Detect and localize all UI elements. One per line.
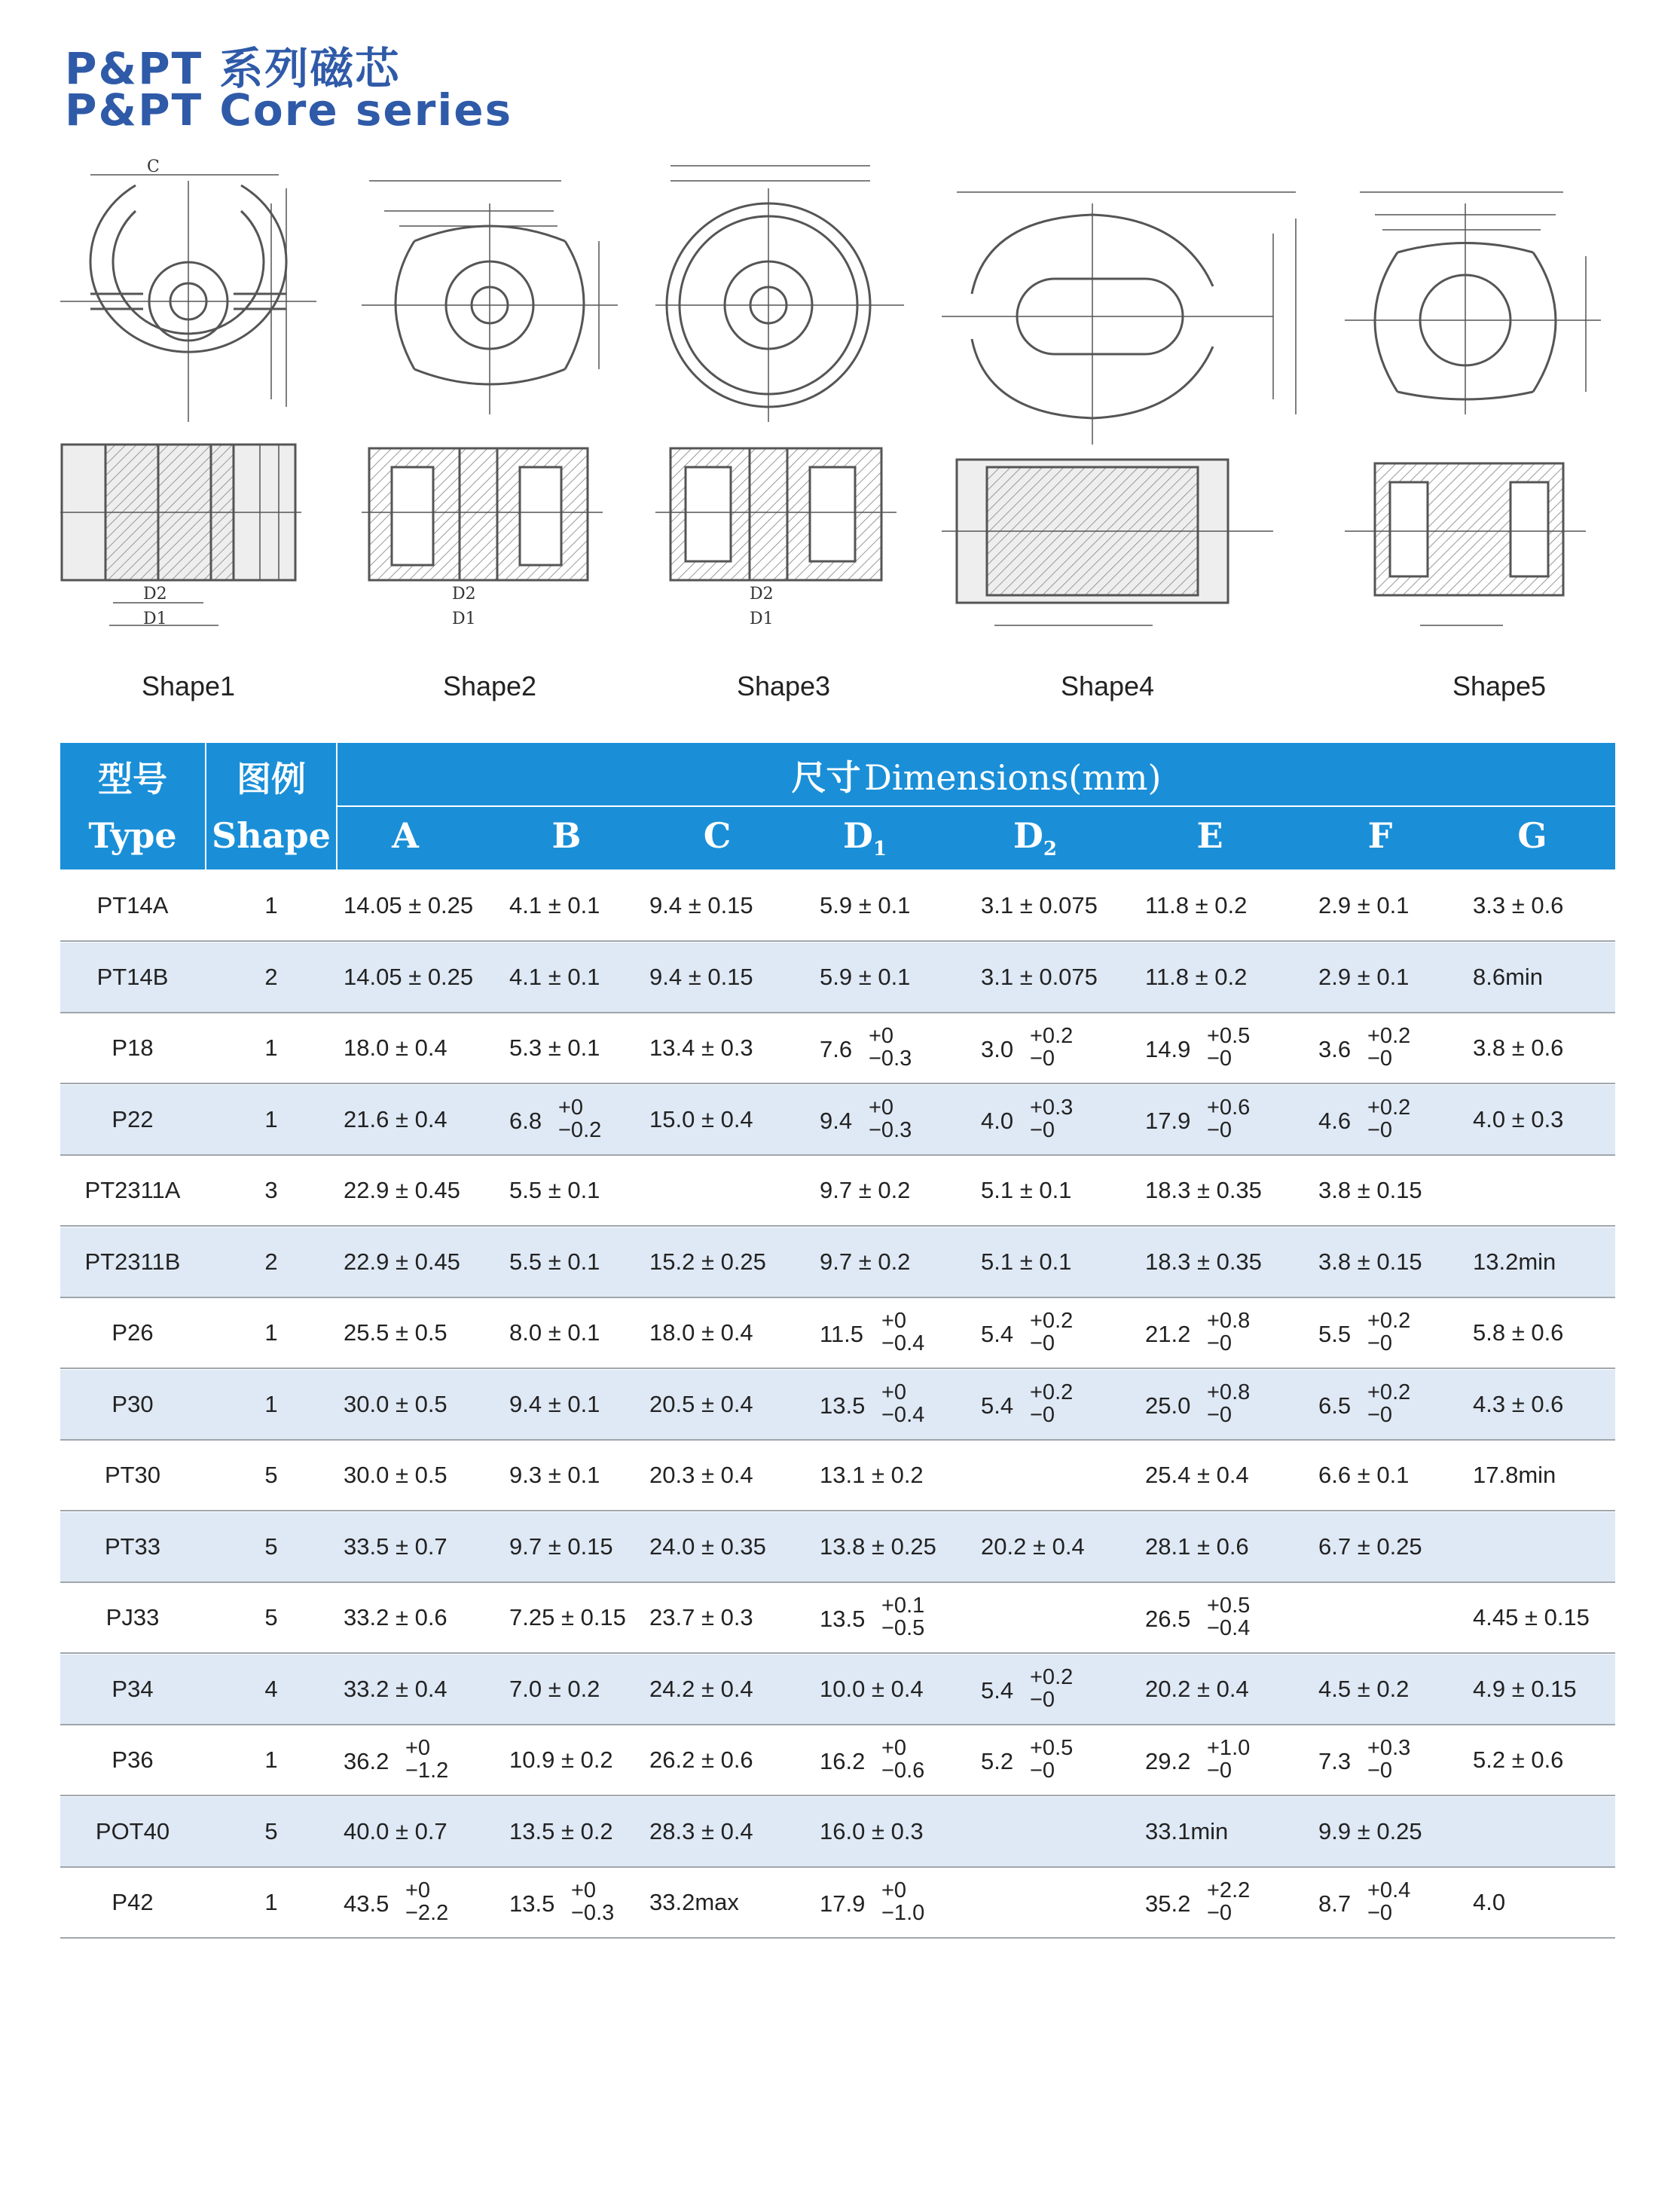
cell-type: P26 (111, 1319, 154, 1346)
cell-a: 40.0 ± 0.7 (344, 1817, 447, 1844)
cell-b: 13.5 +0 −0.3 (509, 1878, 615, 1925)
cell-d2: 20.2 ± 0.4 (981, 1533, 1085, 1560)
cell-c: 33.2max (649, 1889, 739, 1915)
cell-a: 22.9 ± 0.45 (344, 1177, 460, 1203)
cell-a: 33.5 ± 0.7 (344, 1533, 447, 1560)
cell-b: 4.1 ± 0.1 (509, 892, 600, 918)
cell-shape: 1 (264, 1034, 278, 1061)
cell-type: P18 (111, 1034, 154, 1061)
shape-label-1: Shape1 (141, 671, 236, 701)
header-col-a: A (392, 815, 419, 856)
cell-b: 6.8 +0 −0.2 (509, 1095, 602, 1142)
cell-c: 20.3 ± 0.4 (649, 1462, 753, 1488)
cell-g: 4.9 ± 0.15 (1473, 1675, 1577, 1702)
cell-b: 7.0 ± 0.2 (509, 1675, 600, 1702)
cell-f: 3.8 ± 0.15 (1318, 1177, 1422, 1203)
cell-d1: 7.6 +0 −0.3 (820, 1024, 912, 1071)
cell-c: 9.4 ± 0.15 (649, 892, 753, 918)
header-col-b: B (551, 815, 582, 856)
table-row (60, 871, 1615, 942)
cell-f: 6.7 ± 0.25 (1318, 1533, 1422, 1560)
cell-g: 4.3 ± 0.6 (1473, 1390, 1564, 1417)
cell-b: 7.25 ± 0.15 (509, 1604, 626, 1630)
dim-label: D1 (452, 610, 476, 628)
header-col-c: C (703, 815, 732, 856)
cell-a: 36.2 +0 −1.2 (344, 1736, 449, 1783)
header-dims-cn: 尺寸 (791, 757, 861, 798)
cell-f: 5.5 +0.2 −0 (1318, 1309, 1411, 1355)
cell-e: 25.4 ± 0.4 (1145, 1462, 1249, 1488)
cell-d2: 5.4 +0.2 −0 (981, 1664, 1074, 1712)
dim-label: D2 (750, 585, 774, 604)
cell-c: 15.0 ± 0.4 (649, 1105, 753, 1132)
cell-a: 25.5 ± 0.5 (344, 1319, 447, 1346)
shape-label-4: Shape4 (1060, 671, 1155, 701)
cell-e: 29.2 +1.0 −0 (1145, 1736, 1251, 1783)
table-row (60, 1085, 1615, 1156)
table-row (60, 1370, 1615, 1441)
cell-c: 18.0 ± 0.4 (649, 1319, 753, 1346)
table-row (60, 1655, 1615, 1725)
header-col-e: E (1196, 815, 1223, 856)
cell-d2: 5.2 +0.5 −0 (981, 1736, 1074, 1783)
shape2-drawing (362, 158, 618, 640)
cell-e: 25.0 +0.8 −0 (1145, 1380, 1251, 1427)
cell-shape: 4 (264, 1675, 278, 1702)
cell-g: 17.8min (1473, 1462, 1556, 1488)
cell-b: 8.0 ± 0.1 (509, 1319, 600, 1346)
cell-d2: 5.1 ± 0.1 (981, 1248, 1072, 1275)
table-row (60, 1512, 1615, 1583)
table-row (60, 943, 1615, 1013)
dim-label: D1 (143, 610, 167, 628)
cell-d1: 17.9 +0 −1.0 (820, 1878, 925, 1925)
cell-shape: 1 (264, 1889, 278, 1915)
cell-c: 26.2 ± 0.6 (649, 1746, 753, 1773)
cell-e: 18.3 ± 0.35 (1145, 1177, 1262, 1203)
cell-d1: 5.9 ± 0.1 (820, 963, 911, 990)
shape1-drawing (60, 158, 316, 640)
cell-f: 6.6 ± 0.1 (1318, 1462, 1410, 1488)
table-row (60, 1298, 1615, 1369)
cell-a: 30.0 ± 0.5 (344, 1462, 447, 1488)
cell-a: 14.05 ± 0.25 (344, 892, 474, 918)
page-title-en: P&PT Core series (65, 84, 513, 136)
cell-e: 21.2 +0.8 −0 (1145, 1309, 1251, 1355)
cell-shape: 1 (264, 1319, 278, 1346)
header-type-en: Type (88, 815, 177, 856)
cell-e: 26.5 +0.5 −0.4 (1145, 1594, 1251, 1640)
cell-shape: 2 (264, 1248, 278, 1275)
cell-type: P22 (111, 1105, 154, 1132)
cell-type: PT33 (104, 1533, 161, 1560)
cell-shape: 1 (264, 1390, 278, 1417)
cell-type: P34 (111, 1675, 154, 1702)
cell-c: 23.7 ± 0.3 (649, 1604, 753, 1630)
dim-label: C (147, 158, 160, 176)
cell-d1: 11.5 +0 −0.4 (820, 1309, 925, 1355)
cell-b: 13.5 ± 0.2 (509, 1817, 613, 1844)
dim-label: D2 (452, 585, 476, 604)
header-shape-cn: 图例 (237, 759, 306, 799)
cell-g: 4.45 ± 0.15 (1473, 1604, 1590, 1630)
cell-e: 33.1min (1145, 1817, 1229, 1844)
cell-g: 13.2min (1473, 1248, 1556, 1275)
shape-label-5: Shape5 (1452, 671, 1547, 701)
cell-b: 9.7 ± 0.15 (509, 1533, 613, 1560)
cell-e: 11.8 ± 0.2 (1145, 892, 1248, 918)
cell-shape: 1 (264, 1105, 278, 1132)
cell-b: 5.5 ± 0.1 (509, 1177, 600, 1203)
cell-d1: 13.5 +0.1 −0.5 (820, 1594, 925, 1640)
cell-type: PT2311A (84, 1177, 181, 1203)
cell-d2: 5.4 +0.2 −0 (981, 1309, 1074, 1355)
shape-label-3: Shape3 (736, 671, 831, 701)
cell-g: 4.0 (1473, 1889, 1506, 1915)
cell-d1: 5.9 ± 0.1 (820, 892, 911, 918)
cell-g: 3.8 ± 0.6 (1473, 1034, 1564, 1061)
cell-f: 2.9 ± 0.1 (1318, 892, 1410, 918)
cell-f: 7.3 +0.3 −0 (1318, 1736, 1411, 1783)
cell-shape: 5 (264, 1533, 278, 1560)
cell-d2: 5.4 +0.2 −0 (981, 1380, 1074, 1427)
cell-shape: 2 (264, 963, 278, 990)
page-title-cn: P&PT 系列磁芯 (65, 43, 401, 94)
header-dims-en: Dimensions(mm) (864, 757, 1162, 798)
cell-a: 30.0 ± 0.5 (344, 1390, 447, 1417)
table-row (60, 1797, 1615, 1868)
cell-a: 18.0 ± 0.4 (344, 1034, 447, 1061)
cell-d2: 5.1 ± 0.1 (981, 1177, 1072, 1203)
cell-b: 10.9 ± 0.2 (509, 1746, 613, 1773)
table-row (60, 1868, 1615, 1939)
cell-b: 5.3 ± 0.1 (509, 1034, 600, 1061)
cell-a: 22.9 ± 0.45 (344, 1248, 460, 1275)
table-row (60, 1725, 1615, 1796)
dim-label: D2 (143, 585, 167, 604)
cell-g: 5.2 ± 0.6 (1473, 1746, 1564, 1773)
dim-label: D1 (750, 610, 774, 628)
header-shape-en: Shape (212, 815, 331, 856)
table-row (60, 1013, 1615, 1084)
cell-d1: 16.0 ± 0.3 (820, 1817, 924, 1844)
cell-shape: 1 (264, 892, 278, 918)
cell-shape: 3 (264, 1177, 278, 1203)
cell-f: 6.5 +0.2 −0 (1318, 1380, 1411, 1427)
cell-f: 2.9 ± 0.1 (1318, 963, 1410, 990)
cell-shape: 5 (264, 1604, 278, 1630)
cell-g: 8.6min (1473, 963, 1544, 990)
cell-type: PT14B (96, 963, 169, 990)
cell-b: 9.3 ± 0.1 (509, 1462, 600, 1488)
cell-shape: 5 (264, 1462, 278, 1488)
cell-d1: 13.1 ± 0.2 (820, 1462, 924, 1488)
cell-c: 24.2 ± 0.4 (649, 1675, 753, 1702)
cell-a: 14.05 ± 0.25 (344, 963, 474, 990)
cell-g: 4.0 ± 0.3 (1473, 1105, 1564, 1132)
cell-d2: 4.0 +0.3 −0 (981, 1095, 1074, 1142)
cell-f: 3.6 +0.2 −0 (1318, 1024, 1411, 1071)
cell-c: 24.0 ± 0.35 (649, 1533, 766, 1560)
table-row (60, 1156, 1615, 1227)
cell-d2: 3.1 ± 0.075 (981, 892, 1098, 918)
cell-f: 3.8 ± 0.15 (1318, 1248, 1422, 1275)
cell-type: PT2311B (84, 1248, 181, 1275)
table-row (60, 1441, 1615, 1511)
cell-d1: 9.7 ± 0.2 (820, 1248, 911, 1275)
cell-c: 20.5 ± 0.4 (649, 1390, 753, 1417)
cell-d2: 3.0 +0.2 −0 (981, 1024, 1074, 1071)
cell-g: 5.8 ± 0.6 (1473, 1319, 1564, 1346)
header-col-d1: $D_1$ (843, 815, 887, 861)
cell-a: 33.2 ± 0.4 (344, 1675, 447, 1702)
cell-f: 4.5 ± 0.2 (1318, 1675, 1410, 1702)
cell-type: P42 (111, 1889, 154, 1915)
cell-shape: 5 (264, 1817, 278, 1844)
cell-e: 35.2 +2.2 −0 (1145, 1878, 1251, 1925)
cell-e: 28.1 ± 0.6 (1145, 1533, 1249, 1560)
cell-type: P36 (111, 1746, 154, 1773)
cell-a: 43.5 +0 −2.2 (344, 1878, 449, 1925)
cell-type: PJ33 (105, 1604, 160, 1630)
shape-label-2: Shape2 (442, 671, 537, 701)
cell-e: 20.2 ± 0.4 (1145, 1675, 1249, 1702)
table-row (60, 1583, 1615, 1654)
cell-d1: 9.4 +0 −0.3 (820, 1095, 912, 1142)
cell-f: 4.6 +0.2 −0 (1318, 1095, 1411, 1142)
cell-e: 14.9 +0.5 −0 (1145, 1024, 1251, 1071)
header-dimensions (338, 750, 1615, 800)
cell-c: 13.4 ± 0.3 (649, 1034, 753, 1061)
cell-g: 3.3 ± 0.6 (1473, 892, 1564, 918)
header-col-g: G (1517, 815, 1547, 856)
cell-c: 15.2 ± 0.25 (649, 1248, 766, 1275)
cell-d1: 10.0 ± 0.4 (820, 1675, 924, 1702)
cell-type: PT14A (96, 892, 169, 918)
cell-f: 9.9 ± 0.25 (1318, 1817, 1422, 1844)
cell-b: 5.5 ± 0.1 (509, 1248, 600, 1275)
cell-d1: 16.2 +0 −0.6 (820, 1736, 925, 1783)
cell-type: P30 (111, 1390, 154, 1417)
cell-type: PT30 (104, 1462, 161, 1488)
cell-d1: 13.5 +0 −0.4 (820, 1380, 925, 1427)
cell-b: 9.4 ± 0.1 (509, 1390, 600, 1417)
cell-f: 8.7 +0.4 −0 (1318, 1878, 1411, 1925)
cell-e: 18.3 ± 0.35 (1145, 1248, 1262, 1275)
cell-shape: 1 (264, 1746, 278, 1773)
cell-e: 11.8 ± 0.2 (1145, 963, 1248, 990)
cell-c: 28.3 ± 0.4 (649, 1817, 753, 1844)
shape3-drawing (655, 143, 912, 640)
header-col-d2: $D_2$ (1013, 815, 1057, 861)
cell-c: 9.4 ± 0.15 (649, 963, 753, 990)
shape5-drawing (1345, 173, 1616, 640)
cell-type: POT40 (95, 1817, 170, 1844)
header-type-cn: 型号 (98, 759, 167, 799)
shape4-drawing (942, 173, 1318, 640)
table-row (60, 1227, 1615, 1298)
cell-a: 33.2 ± 0.6 (344, 1604, 447, 1630)
cell-d2: 3.1 ± 0.075 (981, 963, 1098, 990)
cell-d1: 13.8 ± 0.25 (820, 1533, 936, 1560)
cell-e: 17.9 +0.6 −0 (1145, 1095, 1251, 1142)
cell-d1: 9.7 ± 0.2 (820, 1177, 911, 1203)
cell-b: 4.1 ± 0.1 (509, 963, 600, 990)
header-col-f: F (1367, 815, 1393, 856)
cell-a: 21.6 ± 0.4 (344, 1105, 447, 1132)
